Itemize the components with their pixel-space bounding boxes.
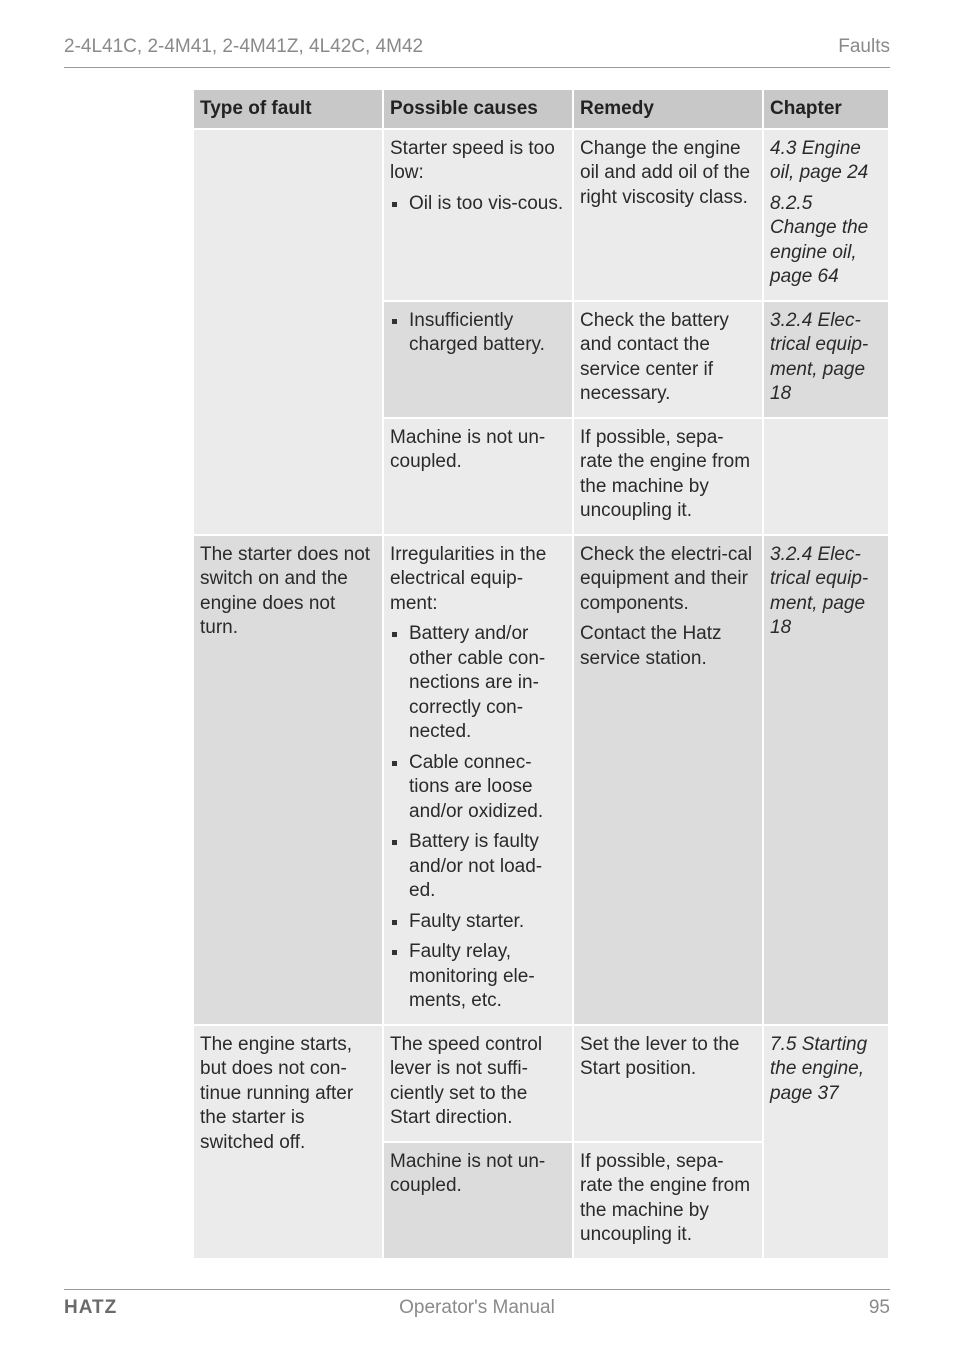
remedy-text: Contact the Hatz service station.: [580, 623, 722, 669]
remedy-cell: If possible, sepa-rate the engine from the machine by uncoupling it.: [574, 1143, 762, 1258]
fault-cell: The starter does not switch on and the engine does not turn.: [194, 536, 382, 1024]
chapter-cell: [764, 130, 888, 300]
page-number: 95: [868, 1297, 890, 1318]
column-header-chapter: Chapter: [764, 90, 888, 128]
cause-bullet: Oil is too vis-cous.: [390, 192, 566, 217]
cause-bullet: Faulty starter.: [390, 910, 566, 935]
remedy-cell: If possible, sepa-rate the engine from the machine by uncoupling it.: [574, 419, 762, 534]
cause-cell: [384, 130, 572, 300]
cause-bullet: Faulty relay, monitoring ele-ments, etc.: [390, 940, 566, 1014]
page-footer: [64, 1297, 890, 1321]
section-title: Faults: [838, 36, 890, 57]
remedy-cell: Set the lever to the Start position.: [574, 1026, 762, 1141]
remedy-text: Check the electri-cal equipment and their components.: [580, 543, 753, 614]
chapter-cell: 3.2.4 Elec-trical equip-ment, page 18: [764, 302, 888, 417]
cause-cell: [384, 536, 572, 1024]
cause-cell: Machine is not un-coupled.: [384, 419, 572, 534]
table-header-row: [194, 90, 888, 128]
table-row: [194, 536, 888, 1024]
chapter-reference: 4.3 Engine oil, page 24: [770, 137, 869, 183]
column-header-possible-causes: Possible causes: [384, 90, 572, 128]
remedy-cell: [574, 536, 762, 1024]
header-divider: [64, 67, 890, 68]
fault-cell: The engine starts, but does not con-tinue running after the starter is switched off.: [194, 1026, 382, 1258]
footer-divider: [64, 1289, 890, 1290]
table-row: [194, 1026, 888, 1141]
cause-cell: The speed control lever is not suffi-ciently set to the Start direction.: [384, 1026, 572, 1141]
cause-bullet: Cable connec-tions are loose and/or oxidized.: [390, 751, 566, 825]
engine-models: 2-4L41C, 2-4M41, 2-4M41Z, 4L42C, 4M42: [64, 36, 424, 57]
remedy-cell: Check the battery and contact the service center if necessary.: [574, 302, 762, 417]
column-header-remedy: Remedy: [574, 90, 762, 128]
cause-text: Irregularities in the electrical equip-ment:: [390, 543, 547, 614]
column-header-type-of-fault: Type of fault: [194, 90, 382, 128]
cause-bullet: Insufficiently charged battery.: [390, 309, 566, 358]
brand-logo: HATZ: [64, 1297, 118, 1318]
faults-table: [192, 88, 890, 1260]
fault-cell-continued: [194, 130, 382, 534]
cause-cell: [384, 302, 572, 417]
cause-text: Starter speed is too low:: [390, 137, 555, 183]
chapter-cell: 7.5 Starting the engine, page 37: [764, 1026, 888, 1258]
remedy-cell: Change the engine oil and add oil of the right viscosity class.: [574, 130, 762, 300]
chapter-reference: 8.2.5 Change the engine oil, page 64: [770, 192, 869, 287]
cause-bullet: Battery is faulty and/or not load-ed.: [390, 830, 566, 904]
chapter-cell: [764, 419, 888, 534]
chapter-cell: 3.2.4 Elec-trical equip-ment, page 18: [764, 536, 888, 1024]
cause-cell: Machine is not un-coupled.: [384, 1143, 572, 1258]
cause-bullet: Battery and/or other cable con-nections are in-correctly con-nected.: [390, 622, 566, 745]
table-row: [194, 130, 888, 300]
manual-title: Operator's Manual: [399, 1297, 555, 1318]
